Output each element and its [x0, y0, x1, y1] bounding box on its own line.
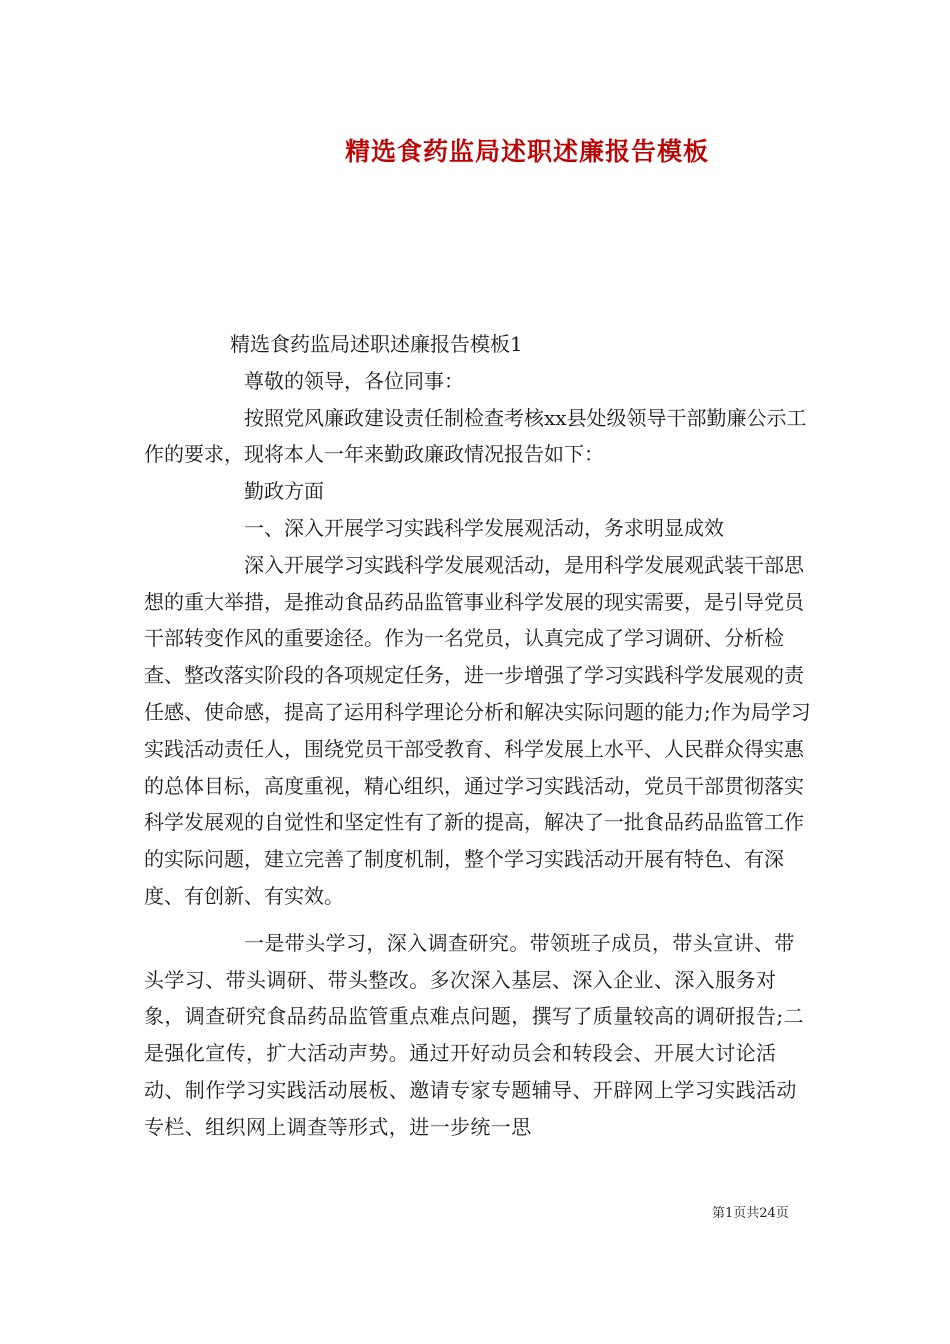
subtitle: 精选食药监局述职述廉报告模板1 — [230, 332, 523, 356]
salutation: 尊敬的领导，各位同事： — [244, 368, 464, 393]
document-body — [144, 326, 812, 1146]
section-heading: 勤政方面 — [244, 479, 324, 504]
body-paragraph: 一是带头学习，深入调查研究。带领班子成员，带头宣讲、带头学习、带头调研、带头整改。多次深入基层、深入企业、深入服务对象，调查研究食品药品监管重点难点问题，撰写了质量较高的调研报告;二是强化宣传，扩大活动声势。通过开好动员会和转段会、开展大讨论活动、制作学习实践活动展板、邀请专家专题辅导、开辟网上学习实践活动专栏、组织网上调查等形式，进一步统一思 — [144, 930, 804, 1139]
page-number: 第1页共24页 — [712, 1206, 789, 1221]
item-heading: 一、深入开展学习实践科学发展观活动，务求明显成效 — [244, 515, 724, 540]
intro-paragraph: 按照党风廉政建设责任制检查考核xx县处级领导干部勤廉公示工作的要求，现将本人一年来勤政廉政情况报告如下： — [144, 405, 807, 467]
document-title: 精选食药监局述职述廉报告模板 — [344, 137, 709, 166]
body-paragraph: 深入开展学习实践科学发展观活动，是用科学发展观武装干部思想的重大举措，是推动食品药品监管事业科学发展的现实需要，是引导党员干部转变作风的重要途径。作为一名党员，认真完成了学习调研、分析检查、整改落实阶段的各项规定任务，进一步增强了学习实践科学发展观的责任感、使命感，提高了运用科学理论分析和解决实际问题的能力;作为局学习实践活动责任人，围绕党员干部受教育、科学发展上水平、人民群众得实惠的总体目标，高度重视，精心组织，通过学习实践活动，党员干部贯彻落实科学发展观的自觉性和坚定性有了新的提高，解决了一批食品药品监管工作的实际问题，建立完善了制度机制，整个学习实践活动开展有特色、有深度、有创新、有实效。 — [144, 552, 811, 908]
